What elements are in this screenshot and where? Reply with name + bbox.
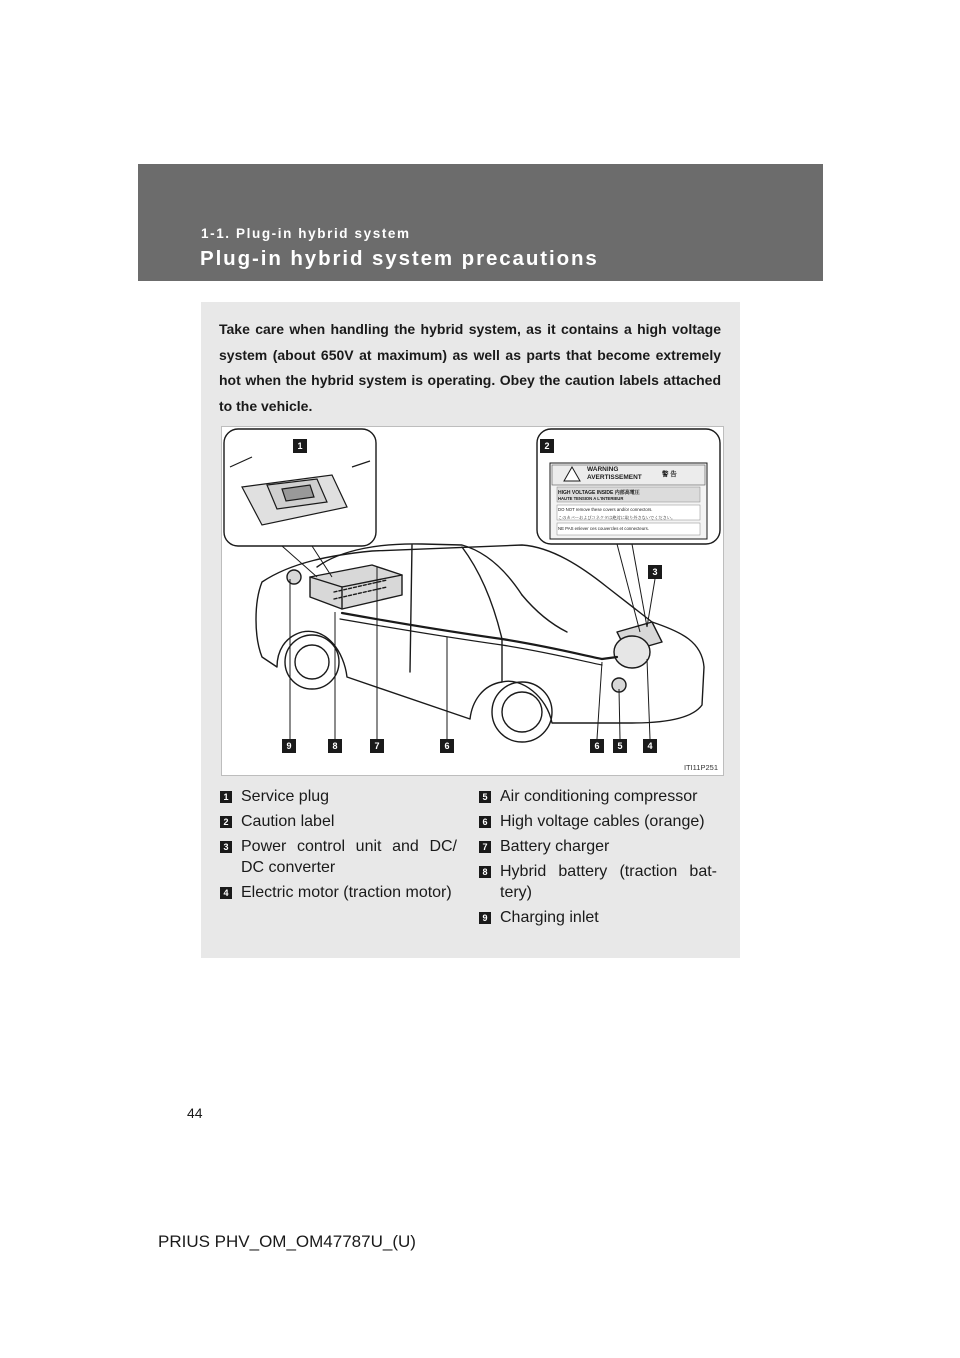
legend-item (220, 811, 457, 832)
legend-number-badge: 9 (479, 912, 491, 924)
legend-label: Caution label (241, 813, 335, 830)
caution-high-voltage-jp: 内部高電圧 (614, 490, 640, 496)
footer-document-code: PRIUS PHV_OM_OM47787U_(U) (158, 1232, 416, 1251)
legend-number-badge: 7 (479, 841, 491, 853)
page-number: 44 (187, 1105, 203, 1121)
vehicle-illustration (221, 426, 724, 776)
caution-ne-pas: NE PAS enlever ces couvercles et connecteurs. (558, 526, 649, 531)
legend-left (220, 786, 457, 907)
legend-number-badge: 2 (220, 816, 232, 828)
caution-do-not-remove: DO NOT remove these covers and/or connectors. (558, 507, 653, 512)
caution-label (552, 465, 705, 537)
caution-japanese-line: このカバーおよびコネクタは絶対に取り外さないでください。 (558, 515, 676, 520)
caution-avertissement: AVERTISSEMENT (587, 474, 642, 481)
callout-8: 8 (328, 739, 342, 753)
legend-item (479, 811, 717, 832)
legend-item (479, 836, 717, 857)
legend-number-badge: 4 (220, 887, 232, 899)
legend-label: High voltage cables (orange) (500, 813, 705, 830)
figure-code: ITI11P251 (683, 763, 718, 772)
callout-4: 4 (643, 739, 657, 753)
legend-item (479, 786, 717, 807)
callout-2: 2 (540, 439, 554, 453)
legend-item (220, 786, 457, 807)
content-panel (201, 302, 740, 958)
callout-1: 1 (293, 439, 307, 453)
page-title: Plug-in hybrid system precautions (200, 247, 599, 270)
legend-item (479, 861, 717, 903)
callout-5: 5 (613, 739, 627, 753)
legend-item (220, 836, 457, 878)
legend-item (479, 907, 717, 928)
callout-7: 7 (370, 739, 384, 753)
legend-label: Battery charger (500, 838, 610, 855)
legend-right (479, 786, 717, 932)
legend-label: Power control unit and DC/ DC converter (241, 838, 457, 876)
callout-6b: 6 (590, 739, 604, 753)
section-header (138, 164, 823, 281)
legend-label: Service plug (241, 788, 330, 805)
legend-label: Air conditioning compressor (500, 788, 698, 805)
callout-9: 9 (282, 739, 296, 753)
legend-label: Charging inlet (500, 909, 599, 926)
legend-number-badge: 1 (220, 791, 232, 803)
section-label: 1-1. Plug-in hybrid system (201, 226, 411, 241)
caution-haute-tension: HAUTE TENSION A L'INTERIEUR (558, 496, 624, 501)
legend-number-badge: 5 (479, 791, 491, 803)
callout-6a: 6 (440, 739, 454, 753)
legend-number-badge: 8 (479, 866, 491, 878)
legend-number-badge: 6 (479, 816, 491, 828)
legend-label: Hybrid battery (traction bat- tery) (500, 863, 717, 901)
callout-3: 3 (648, 565, 662, 579)
legend-number-badge: 3 (220, 841, 232, 853)
legend-item (220, 882, 457, 903)
intro-paragraph: Take care when handling the hybrid system, as it contains a high voltage system (about 650V at maximum) as well as parts that become extremely hot when the hybrid system is operating. Obey the caution labels attached to the vehicle. (219, 321, 721, 414)
caution-high-voltage: HIGH VOLTAGE INSIDE (558, 490, 614, 496)
caution-warning-jp: 警 告 (662, 471, 677, 478)
caution-warning: WARNING (587, 466, 619, 473)
legend-label: Electric motor (traction motor) (241, 884, 452, 901)
